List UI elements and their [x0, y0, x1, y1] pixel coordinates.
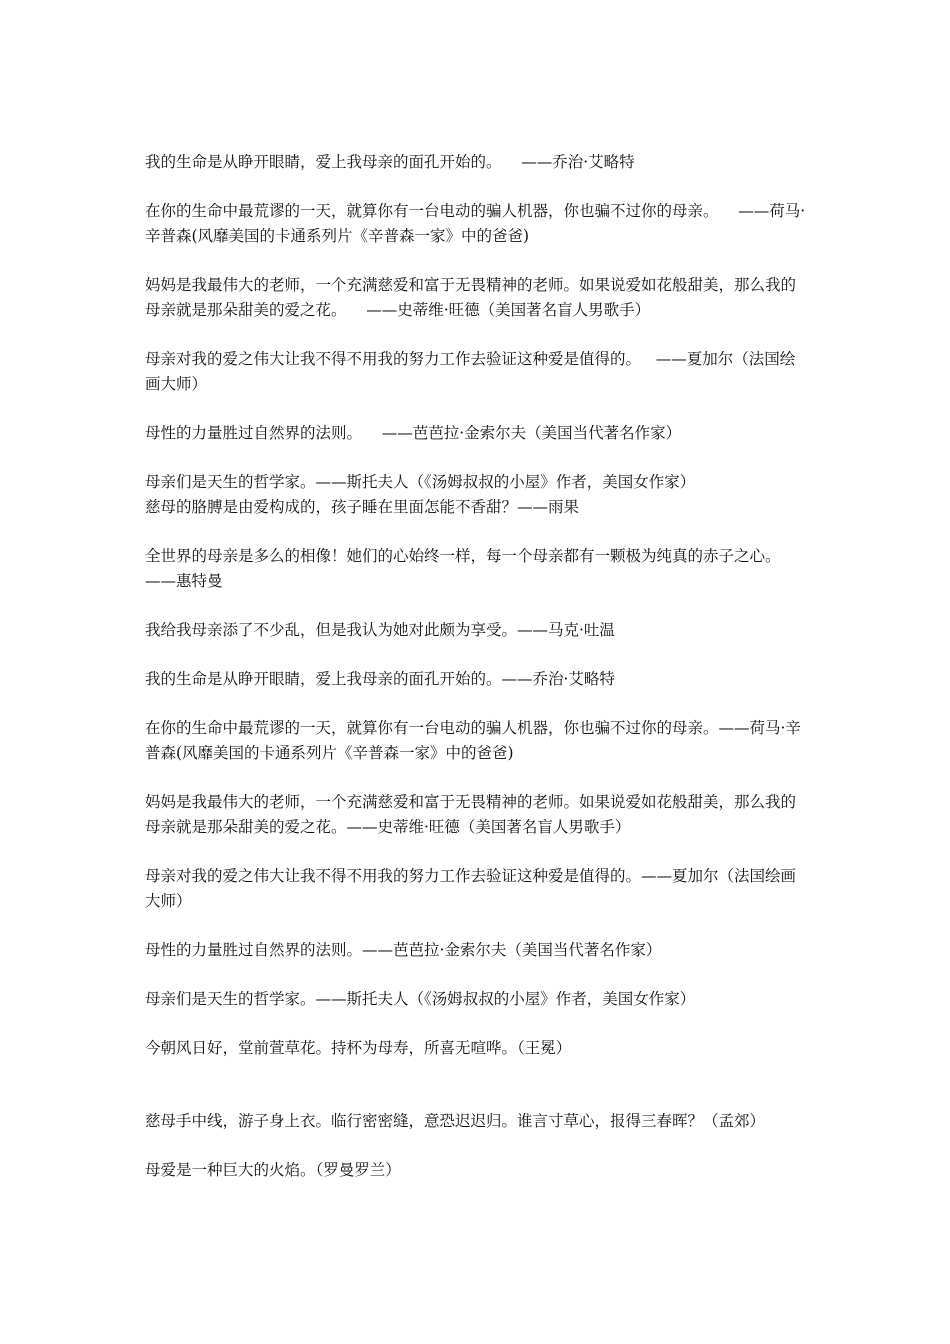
quote-paragraph: 在你的生命中最荒谬的一天，就算你有一台电动的骗人机器，你也骗不过你的母亲。——荷马·辛普森(风靡美国的卡通系列片《辛普森一家》中的爸爸): [145, 719, 801, 762]
quote-paragraph: 今朝风日好，堂前萱草花。持杯为母寿，所喜无喧哗。（王冕）: [145, 1039, 572, 1057]
quote-paragraph: 我的生命是从睁开眼睛，爱上我母亲的面孔开始的。——乔治·艾略特: [145, 670, 615, 688]
quote-paragraph: 母亲们是天生的哲学家。——斯托夫人（《汤姆叔叔的小屋》作者，美国女作家）: [145, 473, 696, 491]
quote-paragraph: 母爱是一种巨大的火焰。（罗曼罗兰）: [145, 1161, 401, 1179]
quote-paragraph: 我的生命是从睁开眼睛，爱上我母亲的面孔开始的。 ——乔治·艾略特: [145, 153, 635, 171]
quote-paragraph: 妈妈是我最伟大的老师，一个充满慈爱和富于无畏精神的老师。如果说爱如花般甜美，那么我的母亲就是那朵甜美的爱之花。 ——史蒂维·旺德（美国著名盲人男歌手）: [145, 276, 797, 319]
quote-paragraph: 母性的力量胜过自然界的法则。——芭芭拉·金索尔夫（美国当代著名作家）: [145, 941, 662, 959]
quote-paragraph: 母亲们是天生的哲学家。——斯托夫人（《汤姆叔叔的小屋》作者，美国女作家）: [145, 990, 696, 1008]
quote-paragraph: 妈妈是我最伟大的老师，一个充满慈爱和富于无畏精神的老师。如果说爱如花般甜美，那么我的母亲就是那朵甜美的爱之花。——史蒂维·旺德（美国著名盲人男歌手）: [145, 793, 797, 836]
quote-paragraph: 全世界的母亲是多么的相像！她们的心始终一样，每一个母亲都有一颗极为纯真的赤子之心。——惠特曼: [145, 547, 781, 590]
quote-paragraph: 母性的力量胜过自然界的法则。 ——芭芭拉·金索尔夫（美国当代著名作家）: [145, 424, 682, 442]
quote-paragraph: 母亲对我的爱之伟大让我不得不用我的努力工作去验证这种爱是值得的。 ——夏加尔（法国绘画大师）: [145, 350, 796, 393]
quote-paragraph: 慈母的胳膊是由爱构成的，孩子睡在里面怎能不香甜？——雨果: [145, 498, 580, 516]
quote-paragraph: 母亲对我的爱之伟大让我不得不用我的努力工作去验证这种爱是值得的。——夏加尔（法国绘画大师）: [145, 867, 797, 910]
quote-paragraph: 在你的生命中最荒谬的一天，就算你有一台电动的骗人机器，你也骗不过你的母亲。 ——荷马·辛普森(风靡美国的卡通系列片《辛普森一家》中的爸爸): [145, 202, 806, 245]
quote-paragraph: 慈母手中线，游子身上衣。临行密密缝，意恐迟迟归。谁言寸草心，报得三春晖？（孟郊）: [145, 1112, 766, 1130]
quote-paragraph: 我给我母亲添了不少乱，但是我认为她对此颇为享受。——马克·吐温: [145, 621, 615, 639]
document-body: [145, 150, 810, 1183]
